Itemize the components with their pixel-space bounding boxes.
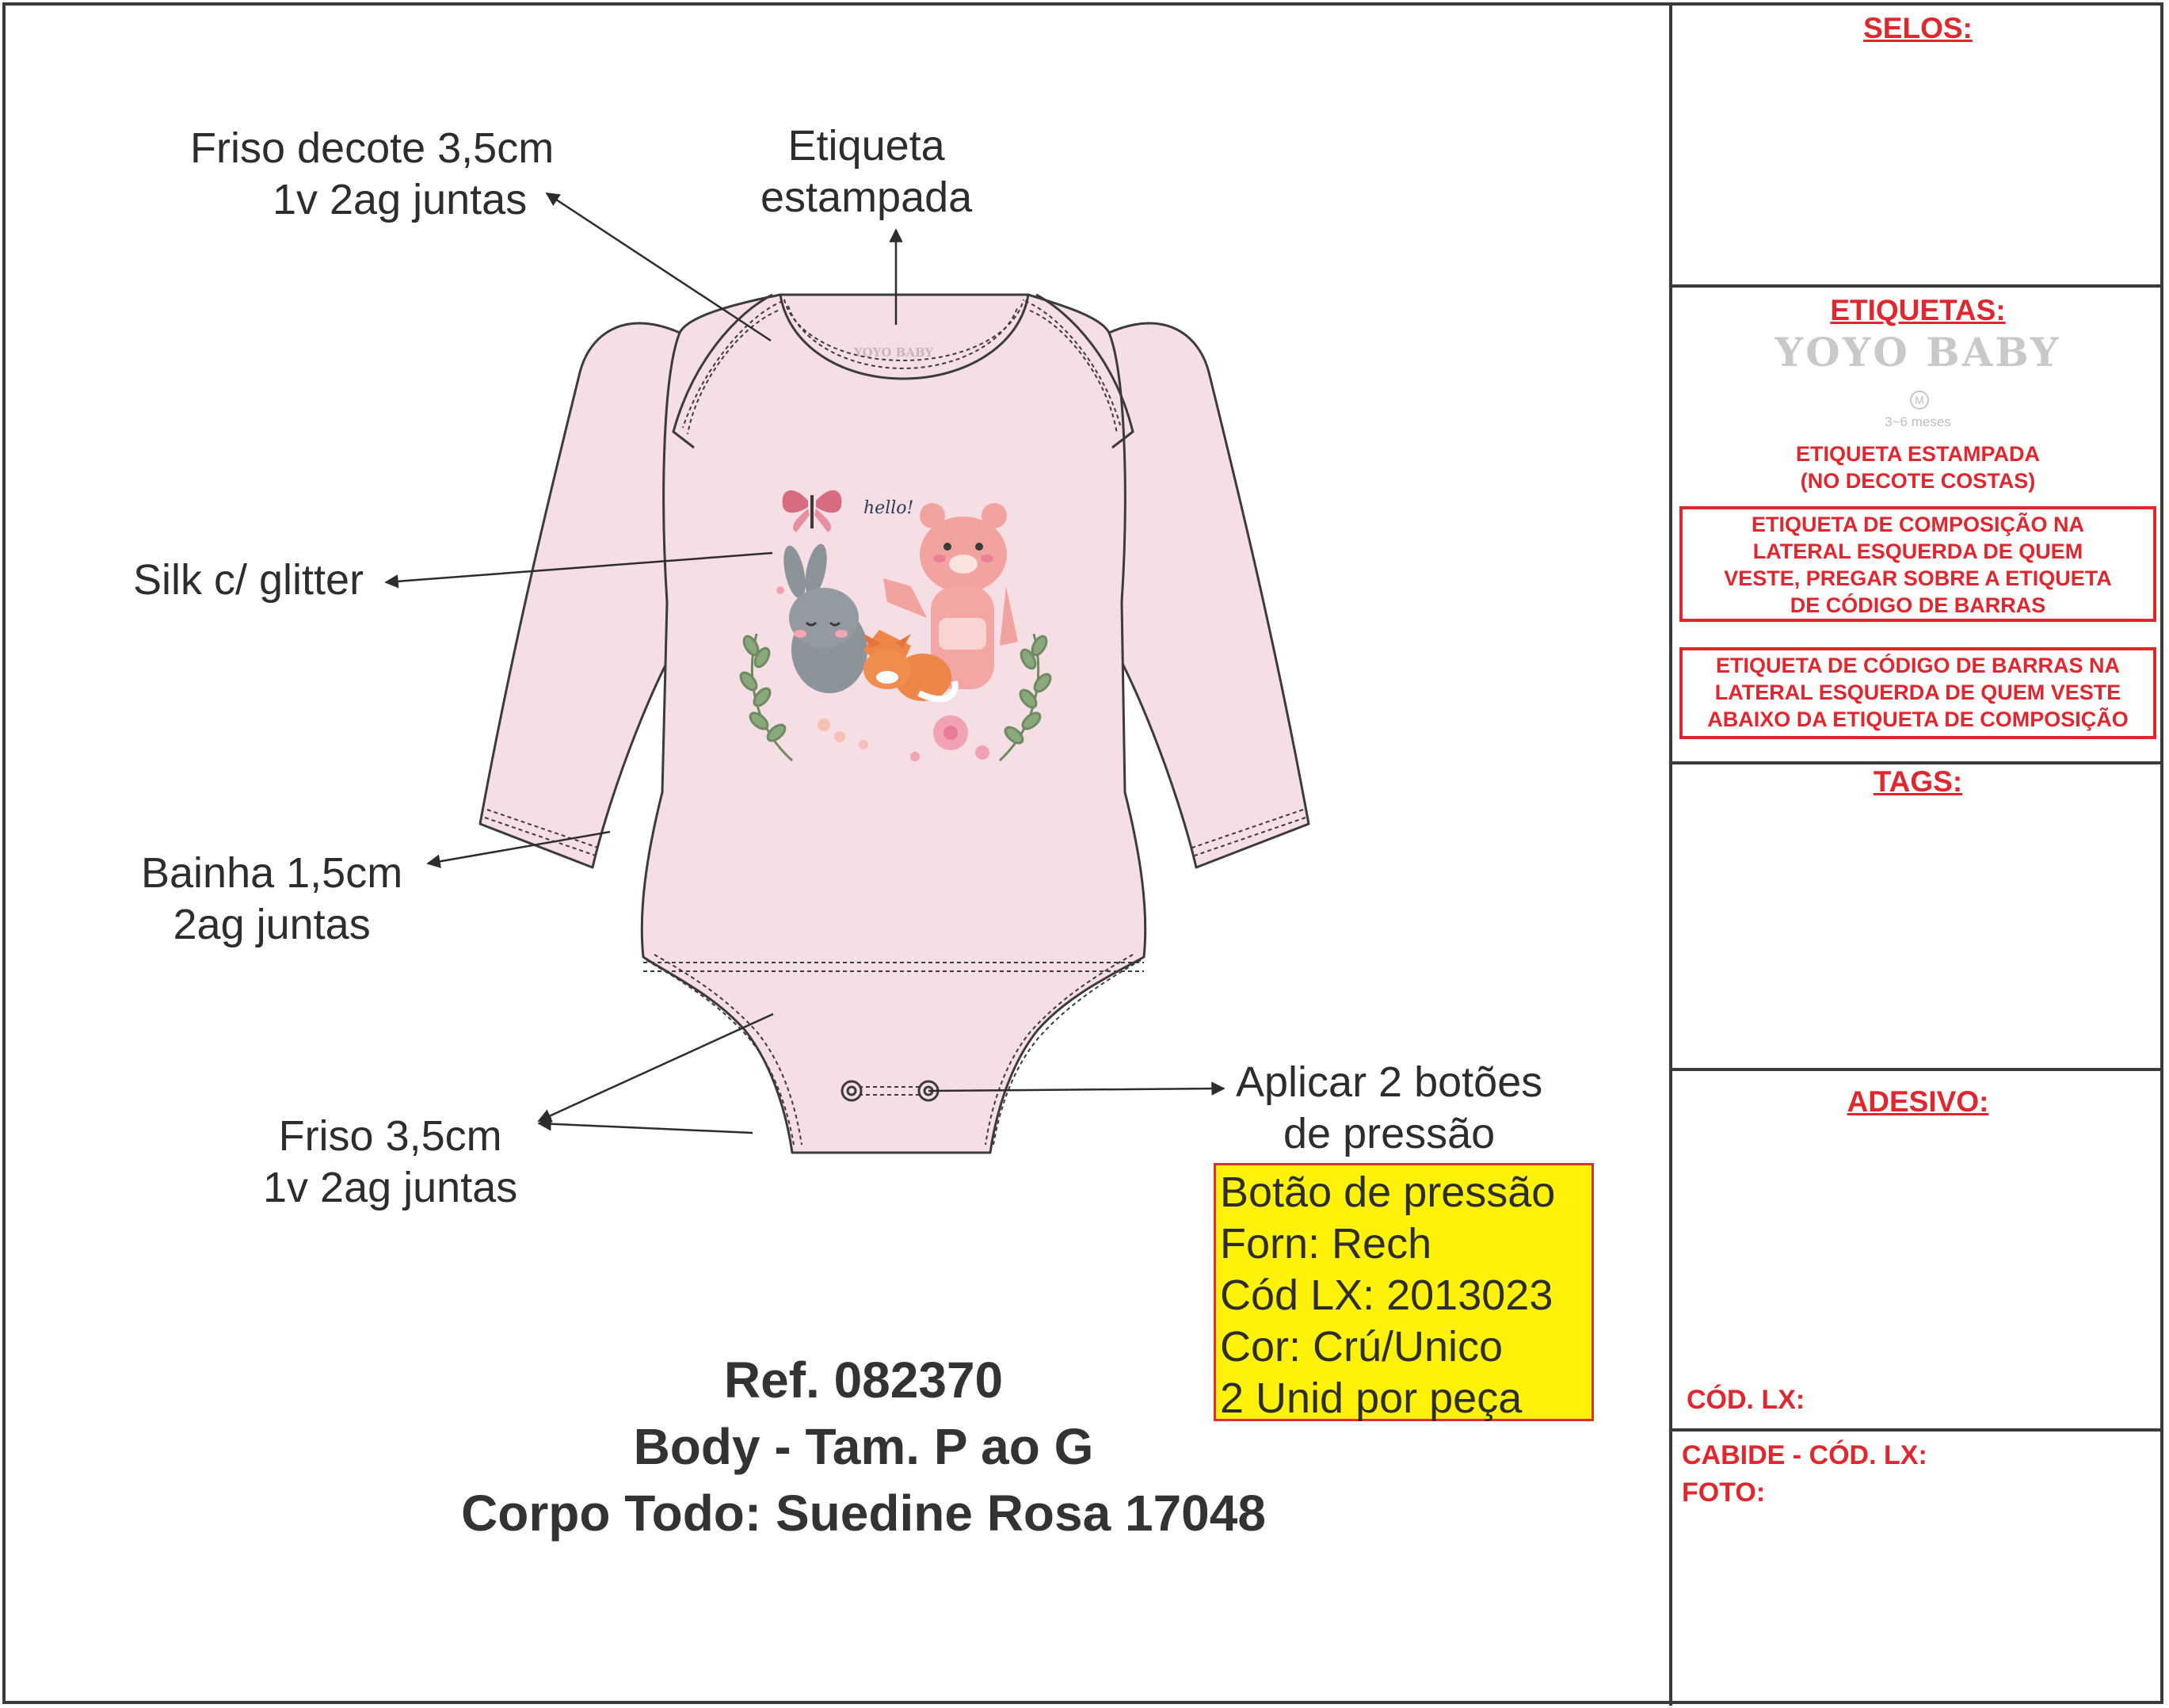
composicao-line: DE CÓDIGO DE BARRAS	[1790, 593, 2046, 617]
etiquetas-title: ETIQUETAS:	[1830, 294, 2006, 326]
friso-line2: 1v 2ag juntas	[263, 1164, 518, 1211]
divider	[1672, 1068, 2163, 1071]
reference-fabric: Corpo Todo: Suedine Rosa 17048	[461, 1485, 1266, 1542]
divider	[1672, 761, 2163, 764]
label-brand-preview: YOYO BABY	[1774, 329, 2061, 376]
foto-label: FOTO:	[1682, 1477, 1766, 1508]
composicao-line: VESTE, PREGAR SOBRE A ETIQUETA	[1724, 566, 2112, 590]
reference-block	[317, 1347, 1410, 1546]
codigo-barras-line: ABAIXO DA ETIQUETA DE COMPOSIÇÃO	[1707, 707, 2129, 731]
tags-title: TAGS:	[1873, 765, 1963, 798]
right-sleeve	[1096, 323, 1309, 867]
body-panel	[642, 295, 1145, 1153]
adesivo-title: ADESIVO:	[1847, 1085, 1989, 1118]
annotation-bainha	[141, 848, 402, 951]
cabide-cod-lx-label: CABIDE - CÓD. LX:	[1682, 1440, 1927, 1470]
reference-number: Ref. 082370	[723, 1352, 1004, 1409]
annotation-etiqueta-estampada	[760, 120, 972, 223]
etiqueta-estampada-line2: (NO DECOTE COSTAS)	[1800, 469, 2036, 493]
botoes-line2: de pressão	[1283, 1110, 1496, 1157]
divider	[1672, 1428, 2163, 1432]
codigo-barras-line: LATERAL ESQUERDA DE QUEM VESTE	[1714, 681, 2121, 704]
codigo-barras-note-box	[1679, 647, 2156, 739]
button-spec-line: Cor: Crú/Unico	[1220, 1323, 1504, 1371]
arrow-friso-bottom	[539, 1123, 753, 1133]
codigo-barras-line: ETIQUETA DE CÓDIGO DE BARRAS NA	[1715, 654, 2121, 677]
label-age-text: 3~6 meses	[1885, 414, 1951, 429]
etiqueta-estampada-line1: ETIQUETA ESTAMPADA	[1796, 442, 2040, 466]
annotation-silk: Silk c/ glitter	[133, 556, 364, 604]
bodysuit	[480, 295, 1309, 1153]
botoes-line1: Aplicar 2 botões	[1236, 1058, 1543, 1106]
button-spec-line: Botão de pressão	[1220, 1169, 1556, 1216]
friso-line1: Friso 3,5cm	[278, 1112, 502, 1160]
bainha-line2: 2ag juntas	[173, 901, 371, 948]
print-hello-text: hello!	[863, 498, 914, 518]
spec-sidebar	[1669, 2, 2163, 1706]
label-size-badge: M	[1910, 391, 1929, 410]
composicao-line: LATERAL ESQUERDA DE QUEM	[1752, 539, 2083, 563]
annotation-friso	[263, 1111, 517, 1214]
button-spec-line: Forn: Rech	[1220, 1220, 1432, 1268]
divider	[1672, 284, 2163, 288]
selos-title: SELOS:	[1863, 12, 1973, 44]
button-spec-line: 2 Unid por peça	[1220, 1374, 1523, 1422]
bainha-line1: Bainha 1,5cm	[141, 849, 403, 897]
arrow-friso-top	[539, 1014, 773, 1121]
annotation-friso-decote	[190, 123, 554, 226]
button-spec-line: Cód LX: 2013023	[1220, 1271, 1553, 1319]
neck-label-print: YOYO BABY	[853, 345, 934, 360]
left-sleeve	[480, 323, 693, 867]
arrow-friso-decote	[547, 193, 771, 341]
composicao-line: ETIQUETA DE COMPOSIÇÃO NA	[1751, 513, 2085, 536]
friso-decote-line1: Friso decote 3,5cm	[190, 124, 555, 172]
reference-product: Body - Tam. P ao G	[633, 1418, 1094, 1475]
composicao-note-box	[1679, 506, 2156, 622]
etiqueta-line1: Etiqueta	[787, 122, 945, 170]
friso-decote-line2: 1v 2ag juntas	[272, 176, 528, 223]
etiqueta-line2: estampada	[760, 173, 973, 221]
annotation-botoes	[1236, 1057, 1542, 1160]
adesivo-cod-lx-label: CÓD. LX:	[1687, 1385, 1805, 1415]
